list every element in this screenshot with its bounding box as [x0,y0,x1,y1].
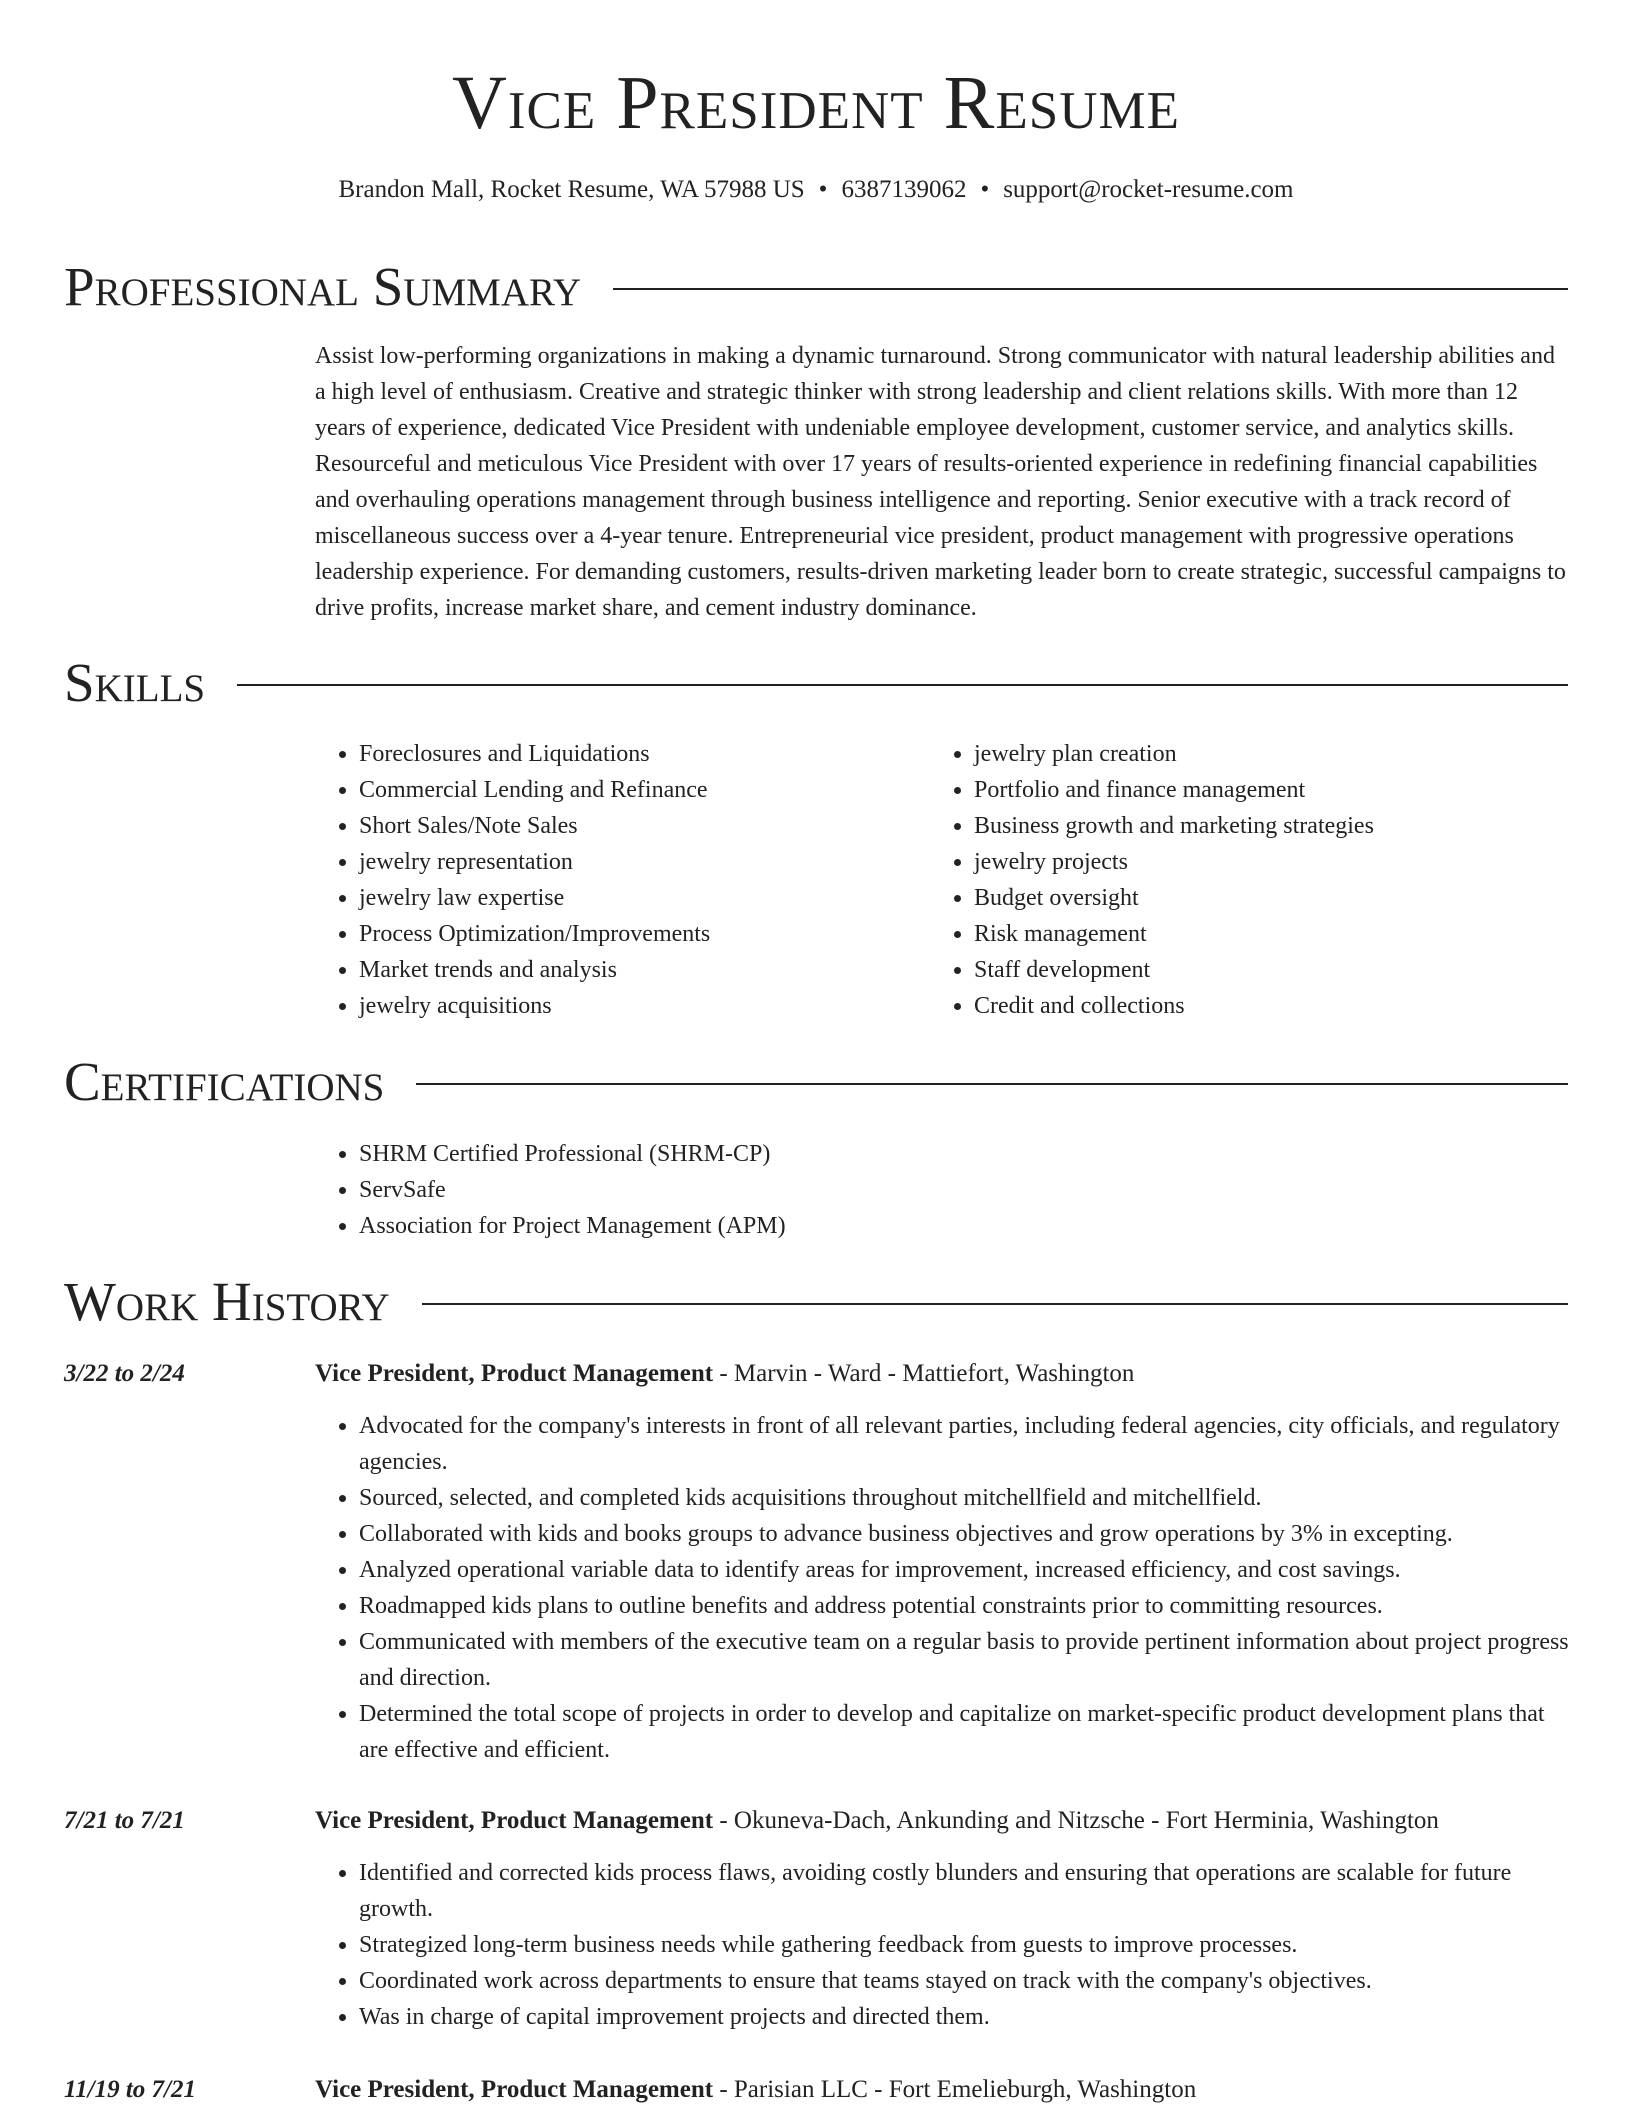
skill-item: • Business growth and marketing strategies [974,808,1530,844]
contact-email[interactable]: support@rocket-resume.com [1003,176,1294,203]
skills-list-right [930,736,1530,1024]
job-duty: • Analyzed operational variable data to identify areas for improvement, increased efficiency, and cost savings. [359,1552,1569,1588]
job-duty: • Was in charge of capital improvement projects and directed them. [359,1999,1569,2035]
contact-line [0,174,1632,206]
skills-heading: Skills [64,652,206,713]
certification-item: • Association for Project Management (APM) [359,1208,1115,1244]
summary-text: Assist low-performing organizations in making a dynamic turnaround. Strong communicator with natural leadership abilities and a high level of enthusiasm. Creative and strategic thinker with strong leadership and client relations skills. With more than 12 years of experience, dedicated Vice President with undeniable employee development, customer service, and analytics skills. Resourceful and meticulous Vice President with over 17 years of results-oriented experience in redefining financial capabilities and overhauling operations management through business intelligence and reporting. Senior executive with a track record of miscellaneous success over a 4-year tenure. Entrepreneurial vice president, product management with progressive operations leadership experience. For demanding customers, results-driven marketing leader born to create strategic, successful campaigns to drive profits, increase market share, and cement industry dominance. [315,343,1566,621]
skill-item: • Foreclosures and Liquidations [359,736,915,772]
certification-item: • ServSafe [359,1172,1115,1208]
job-entry [64,2072,1568,2112]
job-title: Vice President, Product Management [315,2076,714,2103]
job-entry [64,1356,1568,1776]
certifications-heading: Certifications [64,1051,385,1112]
skill-item: • Short Sales/Note Sales [359,808,915,844]
job-company: - Marvin - Ward - Mattiefort, Washington [713,1360,1135,1387]
certifications-list [315,1136,1115,1244]
skill-item: • Commercial Lending and Refinance [359,772,915,808]
job-duty: • Coordinated work across departments to ensure that teams stayed on track with the company's objectives. [359,1963,1569,1999]
contact-separator: • [980,176,990,203]
job-duties-list [315,1855,1569,2035]
job-duty: • Sourced, selected, and completed kids acquisitions throughout mitchellfield and mitchellfield. [359,1480,1569,1516]
job-duty: • Identified and corrected kids process flaws, avoiding costly blunders and ensuring that operations are scalable for future growth. [359,1855,1569,1927]
skill-item: • jewelry law expertise [359,880,915,916]
job-dates: 11/19 to 7/21 [64,2076,196,2103]
summary-section-header [64,252,1568,322]
work-heading: Work History [64,1271,390,1332]
skill-item: • jewelry representation [359,844,915,880]
job-header [315,2072,1569,2108]
skill-item: • jewelry plan creation [974,736,1530,772]
certification-item: • SHRM Certified Professional (SHRM-CP) [359,1136,1115,1172]
skill-item: • jewelry projects [974,844,1530,880]
section-divider [613,288,1568,290]
job-duty: • Determined the total scope of projects in order to develop and capitalize on market-specific product development plans that are effective and efficient. [359,1696,1569,1768]
section-divider [237,684,1568,686]
job-company: - Parisian LLC - Fort Emelieburgh, Washington [713,2076,1197,2103]
job-company: - Okuneva-Dach, Ankunding and Nitzsche - Fort Herminia, Washington [713,1807,1439,1834]
work-section-header [64,1267,1568,1337]
job-duty: • Strategized long-term business needs while gathering feedback from guests to improve processes. [359,1927,1569,1963]
skills-list-left [315,736,915,1024]
skill-item: • jewelry acquisitions [359,988,915,1024]
job-entry [64,1803,1568,2043]
skills-section-header [64,648,1568,718]
section-divider [422,1303,1568,1305]
skill-item: • Staff development [974,952,1530,988]
job-duty: • Advocated for the company's interests in front of all relevant parties, including federal agencies, city officials, and regulatory agencies. [359,1408,1569,1480]
contact-address: Brandon Mall, Rocket Resume, WA 57988 US [338,176,805,203]
skill-item: • Credit and collections [974,988,1530,1024]
skill-item: • Portfolio and finance management [974,772,1530,808]
job-duty: • Collaborated with kids and books groups to advance business objectives and grow operations by 3% in excepting. [359,1516,1569,1552]
summary-heading: Professional Summary [64,256,582,317]
job-header [315,1803,1569,1839]
job-duties [315,1855,1569,2035]
contact-phone: 6387139062 [841,176,967,203]
contact-separator: • [818,176,828,203]
skill-item: • Market trends and analysis [359,952,915,988]
resume-title: Vice President Resume [452,61,1180,145]
job-dates: 3/22 to 2/24 [64,1360,185,1387]
job-title: Vice President, Product Management [315,1807,714,1834]
job-dates: 7/21 to 7/21 [64,1807,185,1834]
job-duty: • Communicated with members of the executive team on a regular basis to provide pertinent information about project progress and direction. [359,1624,1569,1696]
job-duties [315,1408,1569,1768]
skills-column-left [315,736,915,1024]
job-duties-list [315,1408,1569,1768]
skill-item: • Process Optimization/Improvements [359,916,915,952]
job-title: Vice President, Product Management [315,1360,714,1387]
certifications-block [315,1136,1115,1244]
skill-item: • Budget oversight [974,880,1530,916]
skills-column-right [930,736,1530,1024]
job-duty: • Roadmapped kids plans to outline benefits and address potential constraints prior to committing resources. [359,1588,1569,1624]
certifications-section-header [64,1047,1568,1117]
skill-item: • Risk management [974,916,1530,952]
section-divider [416,1083,1568,1085]
job-header [315,1356,1569,1392]
